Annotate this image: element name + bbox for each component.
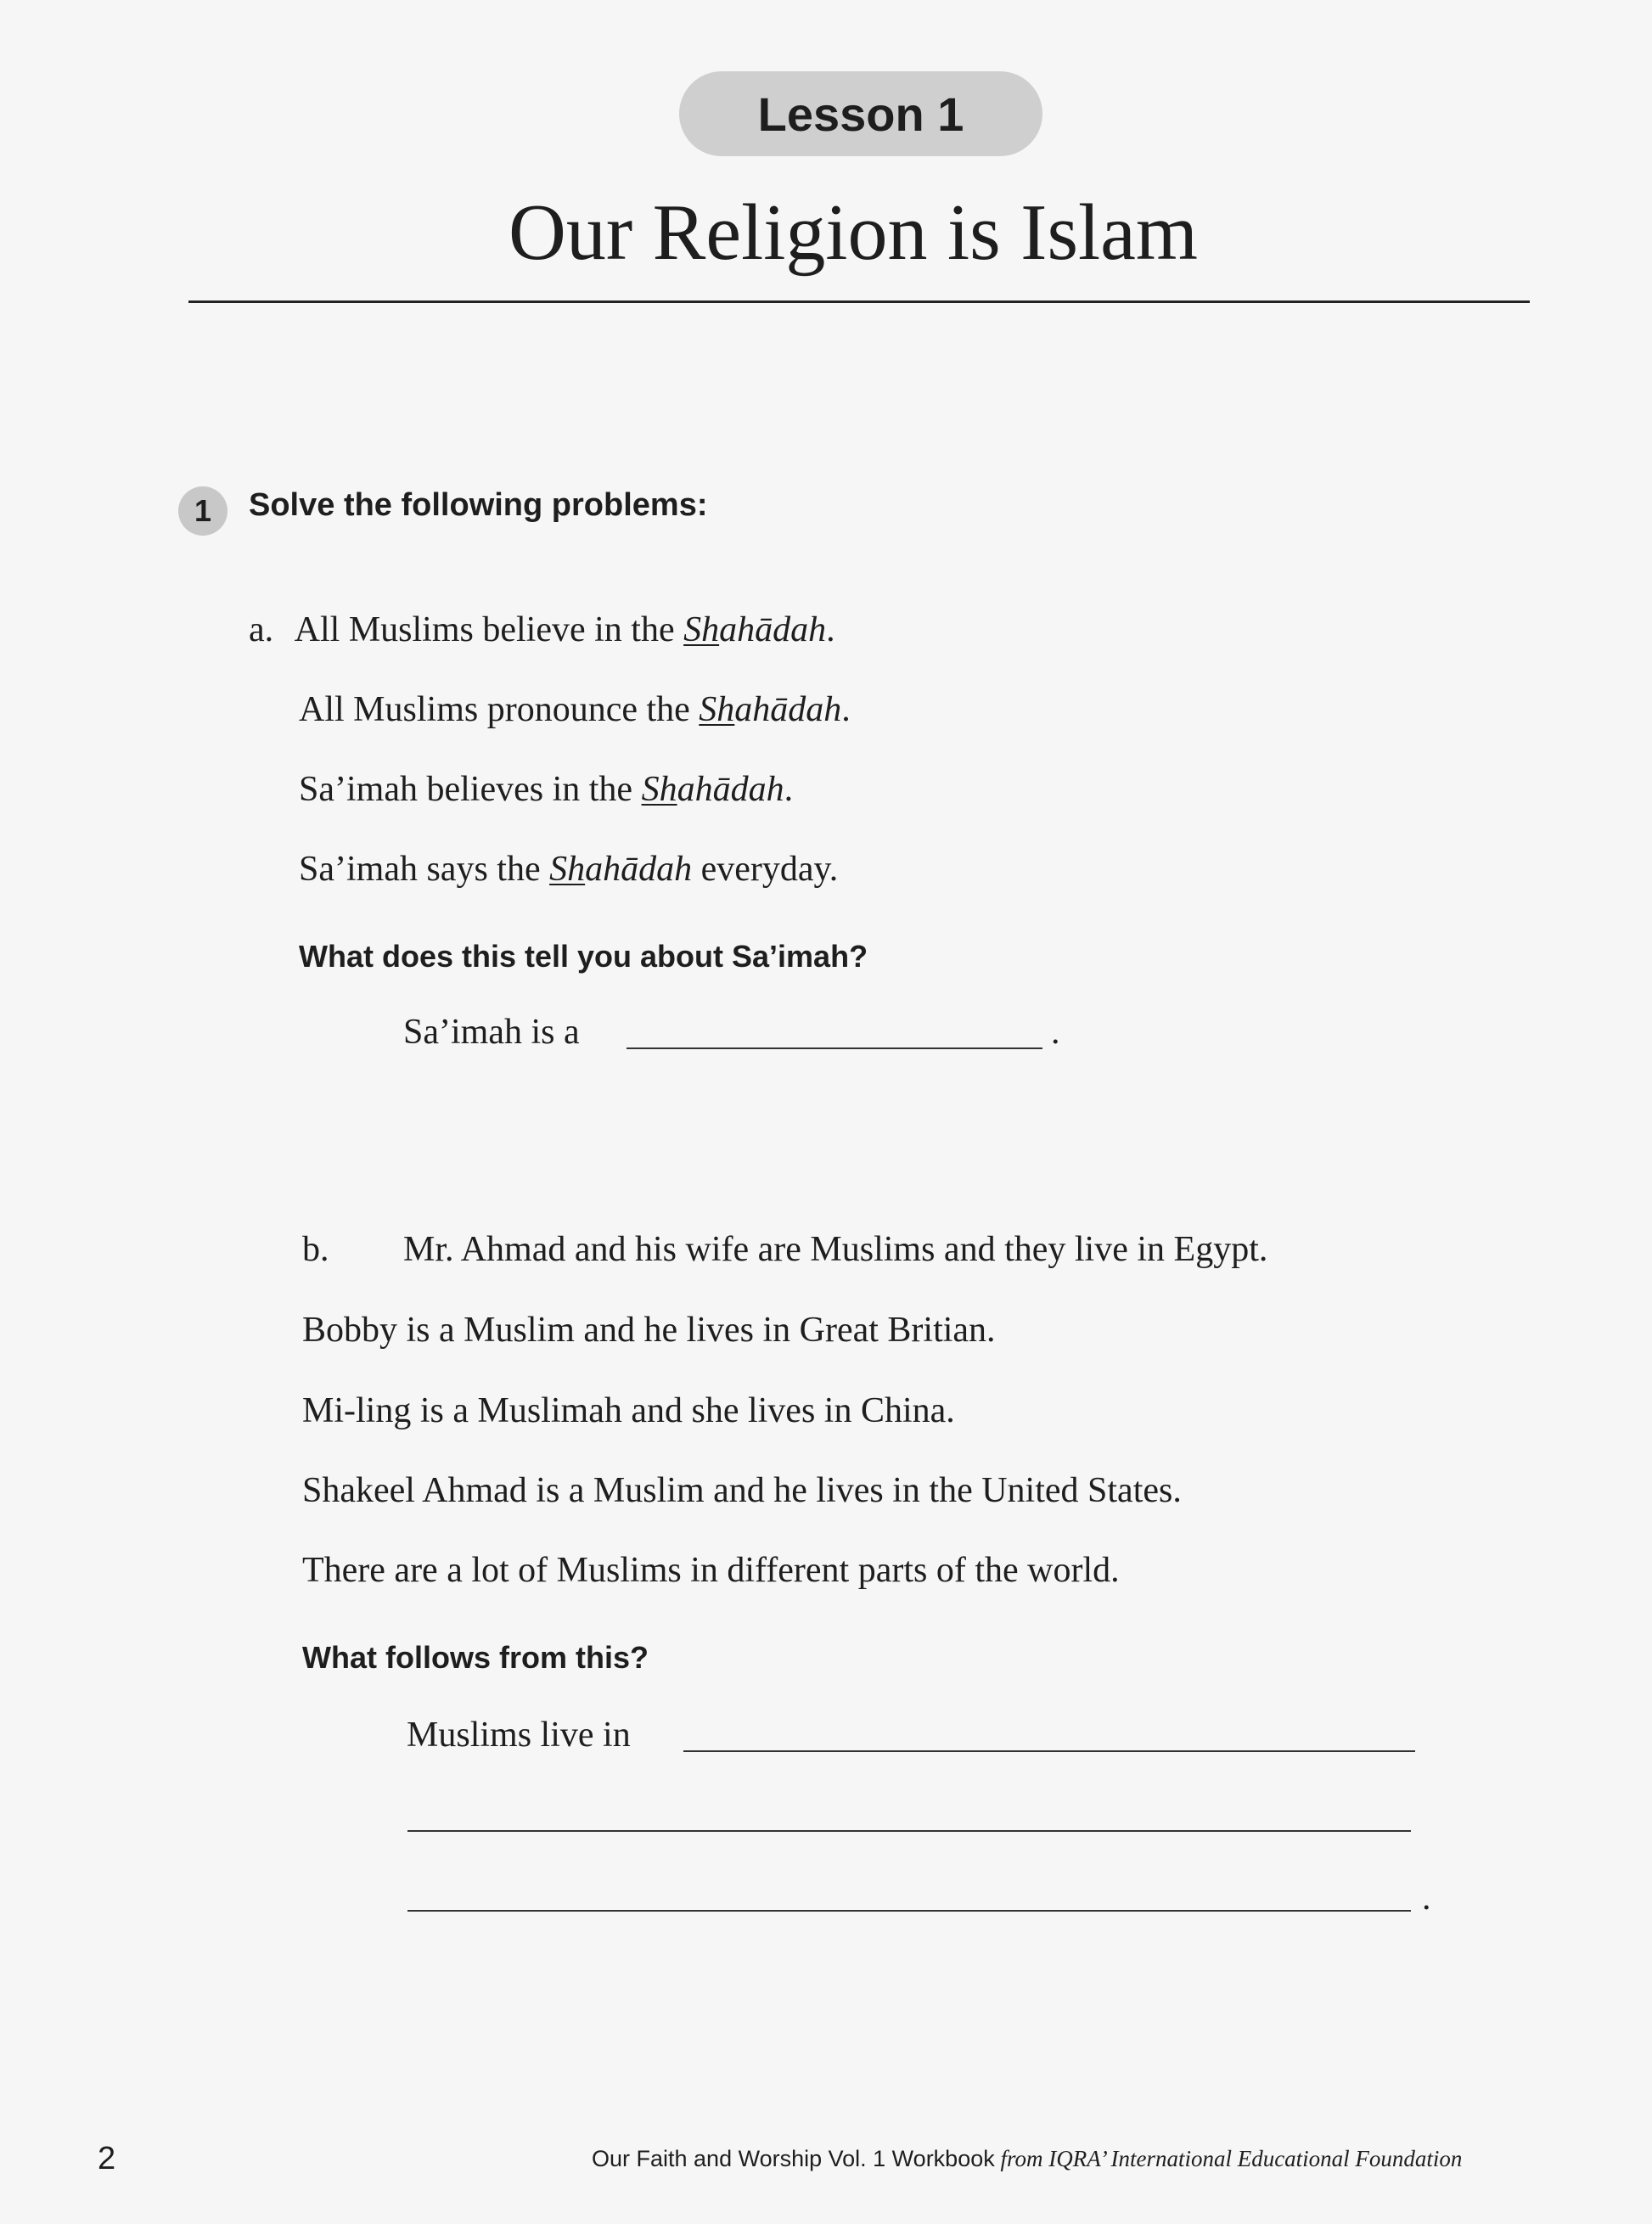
part-a-line-3 [299, 769, 793, 810]
shahadah-underlined: Sh [699, 690, 735, 729]
part-a-line-2 [299, 689, 851, 730]
lesson-badge [679, 71, 1042, 156]
shahadah-rest: ahādah [677, 770, 784, 809]
title-divider [188, 300, 1530, 303]
part-b-answer-period: . [1422, 1879, 1431, 1918]
shahadah-underlined: Sh [641, 770, 677, 809]
part-a-answer-period: . [1051, 1013, 1060, 1052]
part-a-line-2-text: All Muslims pronounce the [299, 690, 700, 729]
section-number-badge: 1 [178, 486, 228, 536]
part-b-answer-blank-2[interactable] [407, 1830, 1411, 1832]
part-a-answer-prompt: Sa’imah is a [403, 1013, 580, 1052]
part-b-question: What follows from this? [302, 1640, 649, 1675]
part-a-line-4-end: everyday. [692, 850, 839, 889]
footer-credit [592, 2146, 1462, 2172]
part-b-letter: b. [302, 1230, 329, 1269]
part-a-line-4-text: Sa’imah says the [299, 850, 550, 889]
part-a-line-1-end: . [826, 610, 835, 649]
part-b-line-3: Mi-ling is a Muslimah and she lives in China. [302, 1391, 955, 1430]
part-a-line-3-end: . [784, 770, 794, 809]
footer-publisher: from IQRA’ International Educational Foundation [1000, 2146, 1463, 2171]
lesson-label: Lesson 1 [757, 87, 964, 141]
shahadah-rest: ahādah [585, 850, 693, 889]
page-title: Our Religion is Islam [509, 188, 1198, 277]
part-b-answer-prompt: Muslims live in [407, 1716, 631, 1755]
section-heading: Solve the following problems: [249, 487, 708, 523]
shahadah-rest: ahādah [734, 690, 842, 729]
part-b-line-4: Shakeel Ahmad is a Muslim and he lives in the United States. [302, 1471, 1182, 1510]
part-b-answer-blank-1[interactable] [683, 1750, 1415, 1752]
part-a-letter: a. [249, 610, 274, 649]
part-a-line-1-text: All Muslims believe in the [294, 610, 684, 649]
shahadah-underlined: Sh [683, 610, 720, 649]
part-b-line-5: There are a lot of Muslims in different parts of the world. [302, 1551, 1120, 1590]
part-a-line-1 [249, 609, 835, 650]
shahadah-underlined: Sh [549, 850, 586, 889]
part-a-line-4 [299, 849, 838, 890]
part-a-line-3-text: Sa’imah believes in the [299, 770, 642, 809]
shahadah-rest: ahādah [719, 610, 827, 649]
part-a-line-2-end: . [841, 690, 851, 729]
part-b-line-1: Mr. Ahmad and his wife are Muslims and they live in Egypt. [403, 1230, 1268, 1269]
page-number: 2 [98, 2141, 116, 2176]
part-a-question: What does this tell you about Sa’imah? [299, 939, 868, 974]
part-b-answer-blank-3[interactable] [407, 1910, 1411, 1912]
part-b-line-2: Bobby is a Muslim and he lives in Great Britian. [302, 1311, 996, 1350]
footer-book-title: Our Faith and Worship Vol. 1 Workbook [592, 2146, 995, 2171]
part-a-answer-blank[interactable] [627, 1047, 1042, 1049]
